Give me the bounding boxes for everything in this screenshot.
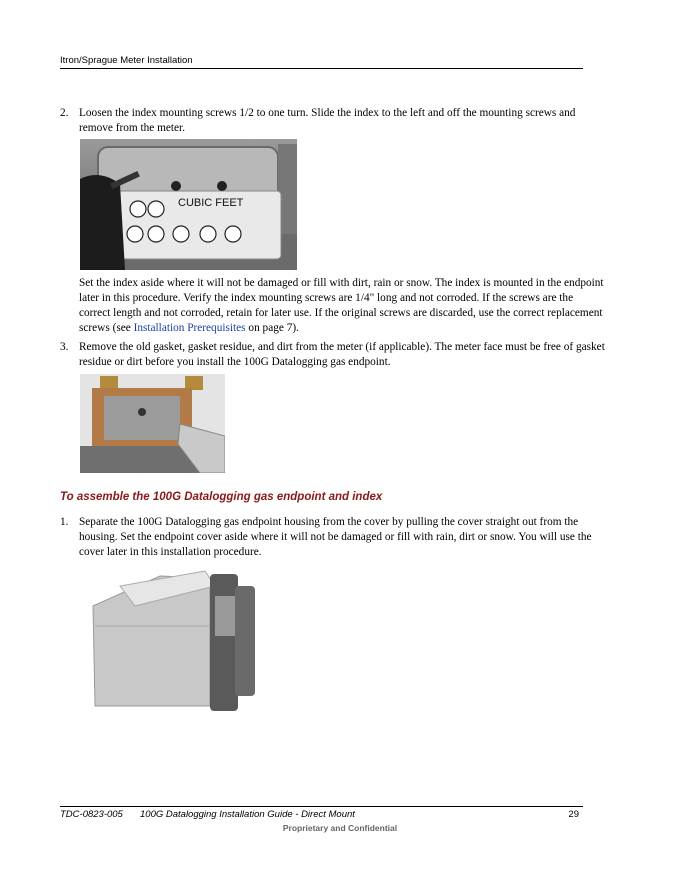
step-3 [60,340,605,370]
document-id: TDC-0823-005 [60,809,123,820]
cubic-feet-label: CUBIC FEET [178,197,244,209]
note-text: Set the index aside where it will not be damaged or fill with dirt, rain or snow. The index is mounted in the endpoint later in this procedure. Verify the index mounting screws are 1/4" long and not corroded. If the screws are the correct length and not corroded, retain for later use. If the original screws are discarded, use the correct replacement screws (see [79,277,604,334]
confidential-notice: Proprietary and Confidential [282,823,398,833]
step-text: Remove the old gasket, gasket residue, and dirt from the meter (if applicable). The meter face must be free of gasket residue or dirt before you install the 100G Datalogging gas endpoint. [79,341,605,368]
installation-prerequisites-link[interactable]: Installation Prerequisites [133,322,246,334]
note-text-end: on page 7). [245,322,299,334]
step-2 [60,106,605,136]
gasket-illustration [80,374,225,473]
step-number: 1. [60,516,69,528]
endpoint-housing-illustration [85,566,265,718]
step-text: Loosen the index mounting screws 1/2 to one turn. Slide the index to the left and off the mounting screws and remove from the meter. [79,107,576,134]
index-removal-illustration [80,139,297,270]
footer-divider [60,806,583,807]
gasket-removal-photo [80,374,225,473]
step-number: 2. [60,107,69,119]
header-title: Itron/Sprague Meter Installation [60,55,193,66]
page-number: 29 [568,809,579,820]
step-number: 3. [60,341,69,353]
index-removal-photo [80,139,297,270]
document-title: 100G Datalogging Installation Guide - Direct Mount [140,809,355,820]
page-header [60,55,583,69]
endpoint-housing-photo [85,566,265,718]
section-heading: To assemble the 100G Datalogging gas endpoint and index [60,491,383,503]
step-2-note [79,276,607,336]
step-text: Separate the 100G Datalogging gas endpoint housing from the cover by pulling the cover straight out from the housing. Set the endpoint cover aside where it will not be damaged or fill with rain, dirt or snow. You will use the cover later in this installation procedure. [79,516,592,558]
assemble-step-1 [60,515,605,560]
